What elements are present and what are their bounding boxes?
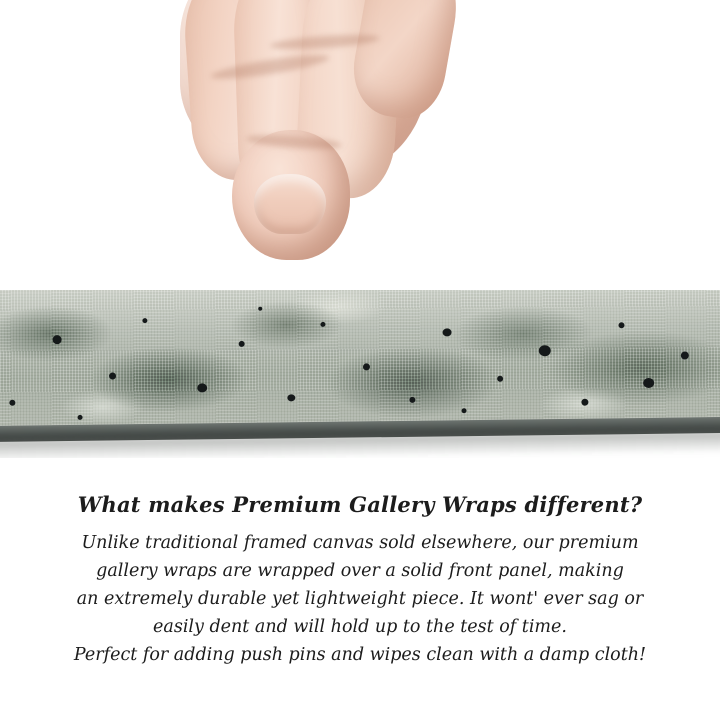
caption-line: Perfect for adding push pins and wipes clean with a damp cloth! xyxy=(73,645,647,665)
caption-line: gallery wraps are wrapped over a solid front panel, making xyxy=(96,561,624,581)
hand-illustration xyxy=(150,0,450,300)
caption-headline: What makes Premium Gallery Wraps different? xyxy=(77,492,643,517)
caption-line: Unlike traditional framed canvas sold elsewhere, our premium xyxy=(81,533,639,553)
caption-block xyxy=(0,492,720,669)
fingernail xyxy=(254,174,326,234)
canvas-speckle-layer xyxy=(0,290,720,438)
caption-line: an extremely durable yet lightweight piece. It wont' ever sag or xyxy=(76,589,644,609)
caption-line: easily dent and will hold up to the test of time. xyxy=(153,617,567,637)
gallery-wrap-photo-region xyxy=(0,290,720,458)
hand-photo-region xyxy=(0,0,720,300)
